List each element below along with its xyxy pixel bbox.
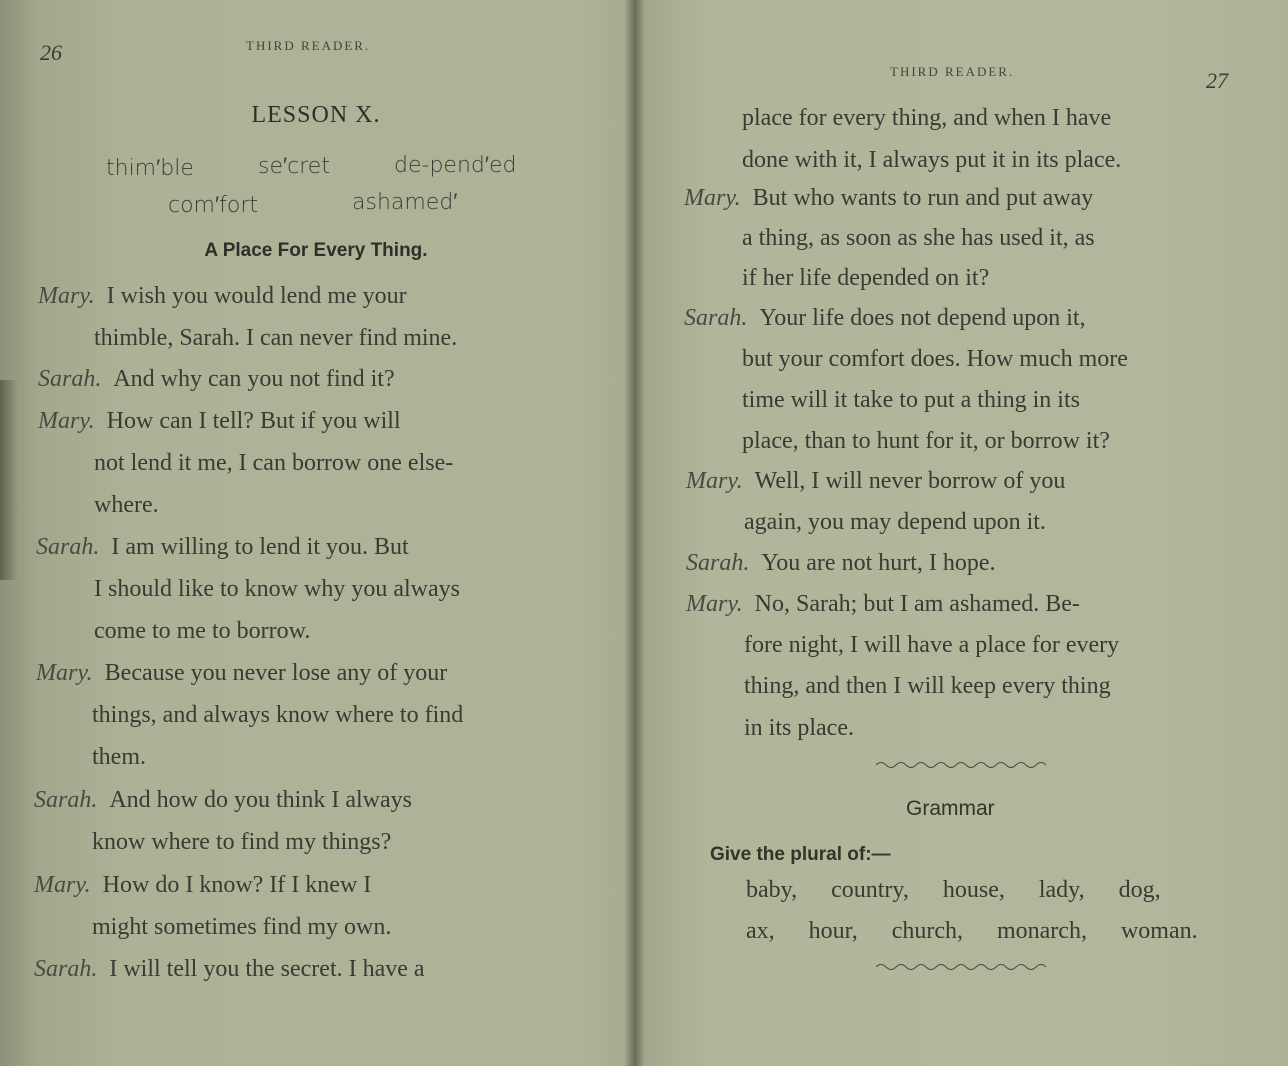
speaker: Sarah. — [34, 787, 98, 813]
text-line — [742, 429, 1110, 453]
line-text: But who wants to run and put away — [752, 185, 1094, 211]
text-line — [686, 551, 996, 575]
text-line — [38, 284, 407, 308]
vocab-word: de-pend′ed — [394, 153, 517, 178]
line-text: done with it, I always put it in its place. — [742, 147, 1122, 173]
line-text: if her life depended on it? — [742, 265, 990, 291]
vocab-word: se′cret — [258, 154, 330, 179]
text-line — [34, 873, 371, 897]
speaker: Mary. — [38, 283, 95, 309]
text-line — [92, 703, 463, 727]
line-text: thimble, Sarah. I can never find mine. — [94, 325, 458, 351]
speaker: Mary. — [36, 660, 93, 686]
running-head: THIRD READER. — [246, 38, 371, 53]
speaker: Mary. — [34, 872, 91, 898]
plural-word: baby, — [746, 877, 798, 903]
speaker: Sarah. — [684, 305, 748, 331]
speaker: Sarah. — [36, 534, 100, 560]
text-line — [94, 451, 453, 475]
speaker: Mary. — [38, 408, 95, 434]
text-line — [94, 326, 457, 350]
line-text: might sometimes find my own. — [92, 914, 392, 940]
text-line — [742, 148, 1121, 172]
speaker: Mary. — [686, 591, 743, 617]
plural-word: country, — [831, 877, 909, 903]
lesson-title: LESSON X. — [251, 102, 381, 128]
line-text: time will it take to put a thing in its — [742, 387, 1080, 413]
wavy-divider — [876, 760, 1052, 770]
text-line — [92, 830, 391, 854]
page-number: 26 — [40, 40, 62, 65]
plural-words — [746, 918, 1226, 945]
text-line — [686, 469, 1065, 493]
line-text: fore night, I will have a place for every — [744, 632, 1120, 658]
line-text: things, and always know where to find — [92, 702, 464, 728]
speaker: Mary. — [684, 185, 741, 211]
speaker: Mary. — [686, 468, 743, 494]
plural-word: hour, — [808, 918, 858, 944]
line-text: again, you may depend upon it. — [744, 509, 1046, 535]
text-line — [92, 915, 391, 939]
line-text: How do I know? If I knew I — [102, 872, 372, 898]
text-line — [686, 592, 1080, 616]
text-line — [94, 493, 159, 517]
line-text: come to me to borrow. — [94, 618, 311, 644]
plural-word: monarch, — [996, 918, 1087, 944]
text-line — [36, 535, 409, 559]
text-line — [744, 716, 854, 740]
line-text: thing, and then I will keep every thing — [744, 673, 1111, 699]
line-text: place for every thing, and when I have — [742, 105, 1112, 131]
plural-words — [746, 877, 1189, 904]
page-number: 27 — [1206, 68, 1228, 93]
speaker: Sarah. — [34, 956, 98, 982]
line-text: You are not hurt, I hope. — [761, 550, 996, 576]
text-line — [742, 347, 1128, 371]
line-text: Because you never lose any of your — [104, 660, 448, 686]
line-text: I should like to know why you always — [94, 576, 460, 602]
text-line — [92, 745, 146, 769]
grammar-instruction: Give the plural of:— — [710, 844, 891, 865]
line-text: Well, I will never borrow of you — [754, 468, 1066, 494]
text-line — [36, 661, 447, 685]
line-text: but your comfort does. How much more — [742, 346, 1128, 372]
speaker: Sarah. — [38, 366, 102, 392]
line-text: I wish you would lend me your — [106, 283, 407, 309]
vocab-word: com′fort — [168, 193, 258, 218]
text-line — [744, 510, 1046, 534]
line-text: And how do you think I always — [109, 787, 412, 813]
vocab-word: thim′ble — [106, 156, 194, 181]
line-text: I will tell you the secret. I have a — [109, 956, 425, 982]
plural-word: lady, — [1038, 877, 1085, 903]
plural-word: woman. — [1120, 918, 1198, 944]
text-line — [744, 674, 1111, 698]
text-line — [94, 619, 310, 643]
line-text: a thing, as soon as she has used it, as — [742, 225, 1095, 251]
line-text: know where to find my things? — [92, 829, 392, 855]
plural-word: house, — [942, 877, 1005, 903]
line-text: And why can you not find it? — [113, 366, 395, 392]
plural-word: church, — [891, 918, 963, 944]
grammar-heading: Grammar — [906, 797, 995, 820]
text-line — [34, 788, 412, 812]
wavy-divider — [876, 962, 1052, 972]
line-text: I am willing to lend it you. But — [111, 534, 409, 560]
line-text: them. — [92, 744, 146, 770]
text-line — [742, 388, 1080, 412]
text-line — [742, 266, 989, 290]
text-line — [744, 633, 1119, 657]
line-text: in its place. — [744, 715, 854, 741]
line-text: How can I tell? But if you will — [106, 408, 401, 434]
text-line — [742, 106, 1111, 130]
text-line — [684, 306, 1086, 330]
line-text: where. — [94, 492, 159, 518]
text-line — [38, 367, 395, 391]
text-line — [34, 957, 425, 981]
line-text: Your life does not depend upon it, — [759, 305, 1086, 331]
line-text: No, Sarah; but I am ashamed. Be- — [754, 591, 1080, 617]
text-line — [38, 409, 401, 433]
plural-word: dog, — [1118, 877, 1161, 903]
right-page — [640, 0, 1288, 1066]
running-head: THIRD READER. — [890, 64, 1015, 79]
plural-word: ax, — [746, 918, 775, 944]
speaker: Sarah. — [686, 550, 750, 576]
line-text: place, than to hunt for it, or borrow it? — [742, 428, 1110, 454]
story-title: A Place For Every Thing. — [204, 240, 428, 261]
left-page — [0, 0, 632, 1066]
text-line — [742, 226, 1095, 250]
vocab-word: ashamed′ — [352, 190, 458, 215]
text-line — [684, 186, 1093, 210]
line-text: not lend it me, I can borrow one else- — [94, 450, 454, 476]
text-line — [94, 577, 460, 601]
